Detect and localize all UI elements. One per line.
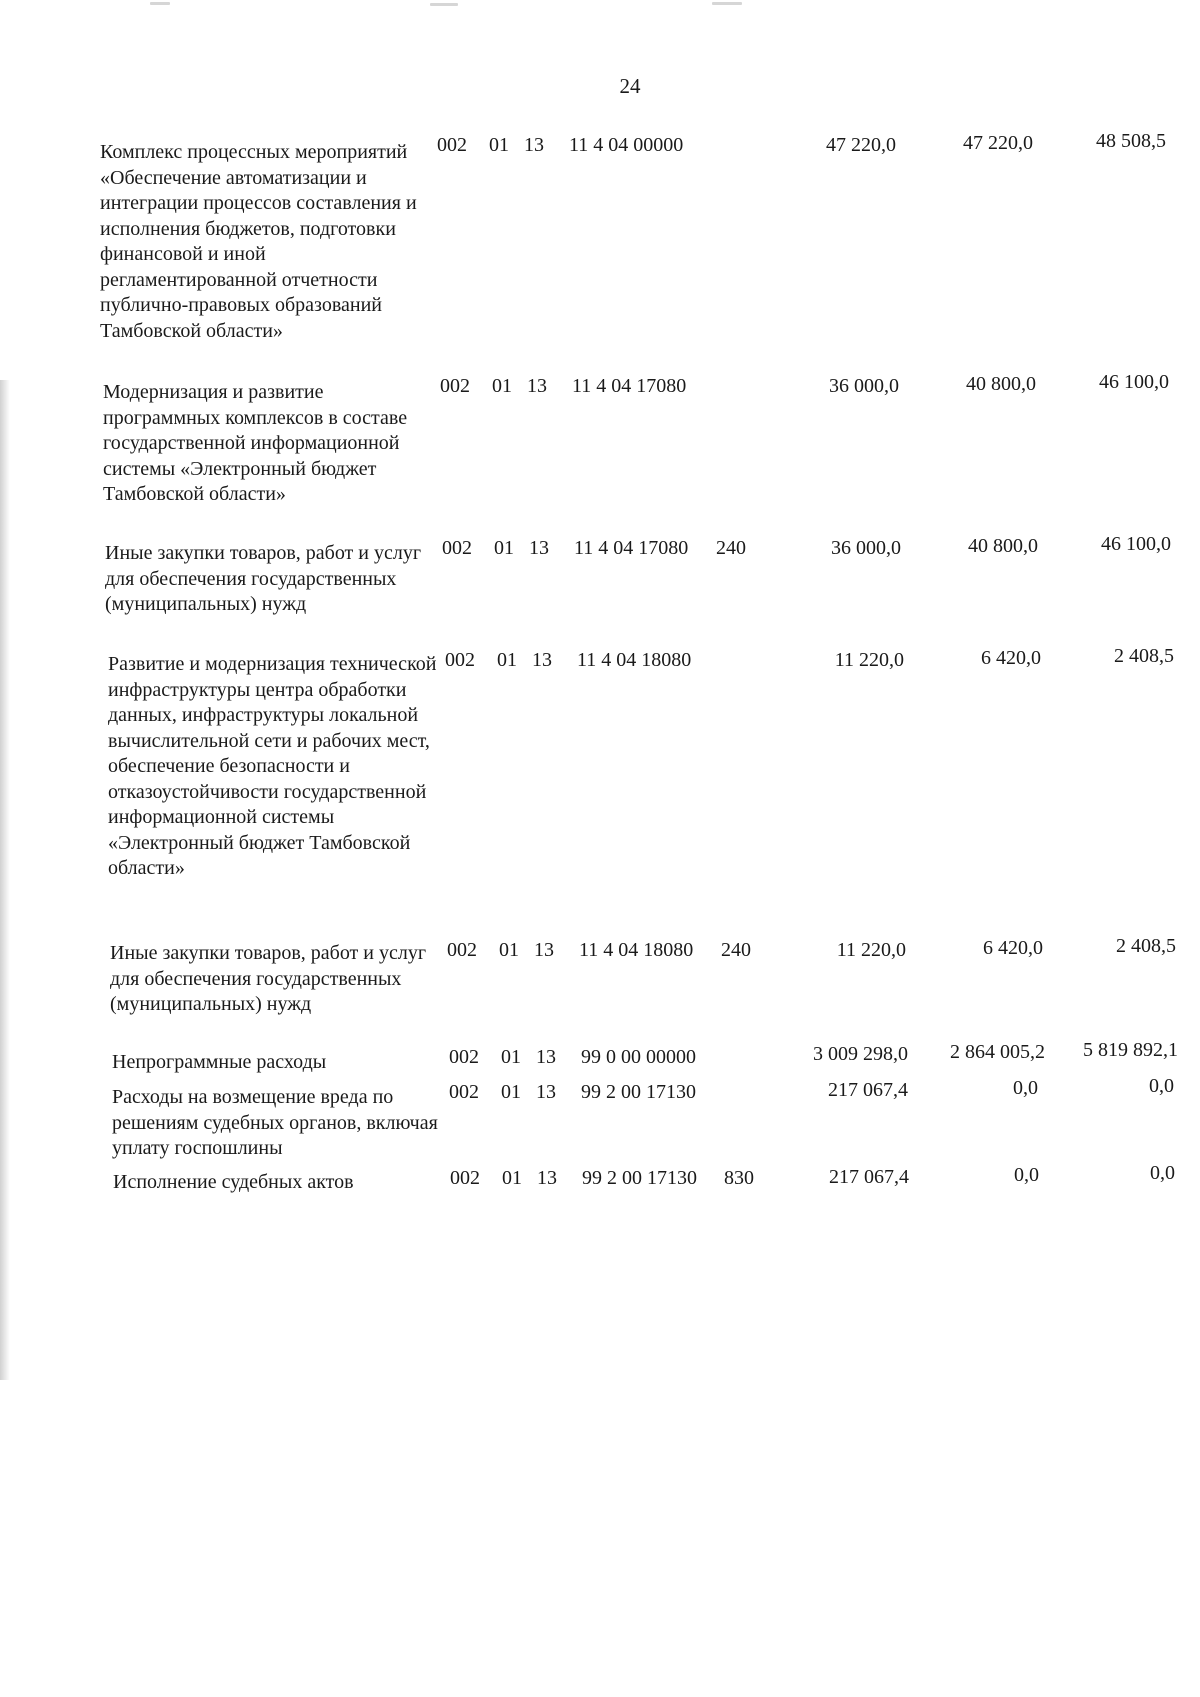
row-csr: 11 4 04 18080 xyxy=(577,649,692,671)
row-csr: 99 2 00 17130 xyxy=(582,1167,697,1189)
row-value-3: 5 819 892,1 xyxy=(1083,1039,1178,1061)
row-name: Иные закупки товаров, работ и услуг для обеспечения государственных (муниципальных) нужд xyxy=(110,942,427,1015)
row-ved: 002 xyxy=(445,649,475,671)
row-pr: 13 xyxy=(532,649,552,671)
row-vr: 240 xyxy=(716,537,746,559)
row-value-2: 40 800,0 xyxy=(966,373,1036,395)
row-value-2: 2 864 005,2 xyxy=(950,1041,1045,1063)
row-rz: 01 xyxy=(501,1046,521,1068)
row-value-3: 0,0 xyxy=(1149,1075,1174,1097)
row-pr: 13 xyxy=(534,939,554,961)
row-value-1: 47 220,0 xyxy=(826,134,896,156)
row-pr: 13 xyxy=(536,1046,556,1068)
row-name: Иные закупки товаров, работ и услуг для обеспечения государственных (муниципальных) нужд xyxy=(105,542,422,615)
row-value-1: 36 000,0 xyxy=(829,375,899,397)
row-value-3: 48 508,5 xyxy=(1096,130,1166,152)
row-name: Развитие и модернизация технической инфраструктуры центра обработки данных, инфраструктуры локальной вычислительной сети и рабочих мест, обеспечение безопасности и отказоустойчивости государственной информационной системы «Электронный бюджет Тамбовской области» xyxy=(108,653,437,879)
row-vr: 830 xyxy=(724,1167,754,1189)
row-csr: 11 4 04 17080 xyxy=(572,375,687,397)
scan-speck xyxy=(712,2,742,5)
row-ved: 002 xyxy=(437,134,467,156)
row-rz: 01 xyxy=(501,1081,521,1103)
row-ved: 002 xyxy=(450,1167,480,1189)
row-value-2: 47 220,0 xyxy=(963,132,1033,154)
row-ved: 002 xyxy=(442,537,472,559)
row-pr: 13 xyxy=(529,537,549,559)
row-value-1: 11 220,0 xyxy=(836,939,906,961)
row-pr: 13 xyxy=(537,1167,557,1189)
row-rz: 01 xyxy=(497,649,517,671)
row-value-3: 46 100,0 xyxy=(1099,371,1169,393)
row-value-3: 46 100,0 xyxy=(1101,533,1171,555)
row-pr: 13 xyxy=(524,134,544,156)
row-pr: 13 xyxy=(527,375,547,397)
scan-speck xyxy=(150,2,170,5)
page-number: 24 xyxy=(619,74,641,98)
scan-speck xyxy=(430,3,458,6)
row-csr: 11 4 04 18080 xyxy=(579,939,694,961)
row-csr: 11 4 04 00000 xyxy=(569,134,684,156)
row-name: Модернизация и развитие программных комплексов в составе государственной информационной системы «Электронный бюджет Тамбовской области» xyxy=(103,381,408,505)
row-name: Исполнение судебных актов xyxy=(113,1171,354,1193)
row-rz: 01 xyxy=(489,134,509,156)
row-value-2: 0,0 xyxy=(1014,1164,1039,1186)
row-value-2: 6 420,0 xyxy=(983,937,1043,959)
row-value-1: 217 067,4 xyxy=(828,1079,908,1101)
row-pr: 13 xyxy=(536,1081,556,1103)
row-vr: 240 xyxy=(721,939,751,961)
row-name: Непрограммные расходы xyxy=(112,1051,327,1073)
row-csr: 99 0 00 00000 xyxy=(581,1046,696,1068)
row-csr: 11 4 04 17080 xyxy=(574,537,689,559)
row-ved: 002 xyxy=(449,1081,479,1103)
row-value-1: 3 009 298,0 xyxy=(813,1043,908,1065)
row-value-1: 36 000,0 xyxy=(831,537,901,559)
row-ved: 002 xyxy=(447,939,477,961)
row-value-2: 6 420,0 xyxy=(981,647,1041,669)
row-rz: 01 xyxy=(494,537,514,559)
scan-edge-shadow xyxy=(0,380,10,1380)
row-rz: 01 xyxy=(492,375,512,397)
row-ved: 002 xyxy=(440,375,470,397)
row-value-3: 2 408,5 xyxy=(1114,645,1174,667)
row-name: Комплекс процессных мероприятий «Обеспечение автоматизации и интеграции процессов составления и исполнения бюджетов, подготовки финансовой и иной регламентированной отчетности публично-правовых образований Тамбовской области» xyxy=(100,141,417,342)
row-value-2: 0,0 xyxy=(1013,1077,1038,1099)
row-rz: 01 xyxy=(499,939,519,961)
row-rz: 01 xyxy=(502,1167,522,1189)
row-value-1: 11 220,0 xyxy=(834,649,904,671)
row-value-2: 40 800,0 xyxy=(968,535,1038,557)
row-ved: 002 xyxy=(449,1046,479,1068)
row-value-1: 217 067,4 xyxy=(829,1166,909,1188)
row-csr: 99 2 00 17130 xyxy=(581,1081,696,1103)
row-value-3: 0,0 xyxy=(1150,1162,1175,1184)
row-name: Расходы на возмещение вреда по решениям судебных органов, включая уплату госпошлины xyxy=(112,1086,438,1159)
row-value-3: 2 408,5 xyxy=(1116,935,1176,957)
